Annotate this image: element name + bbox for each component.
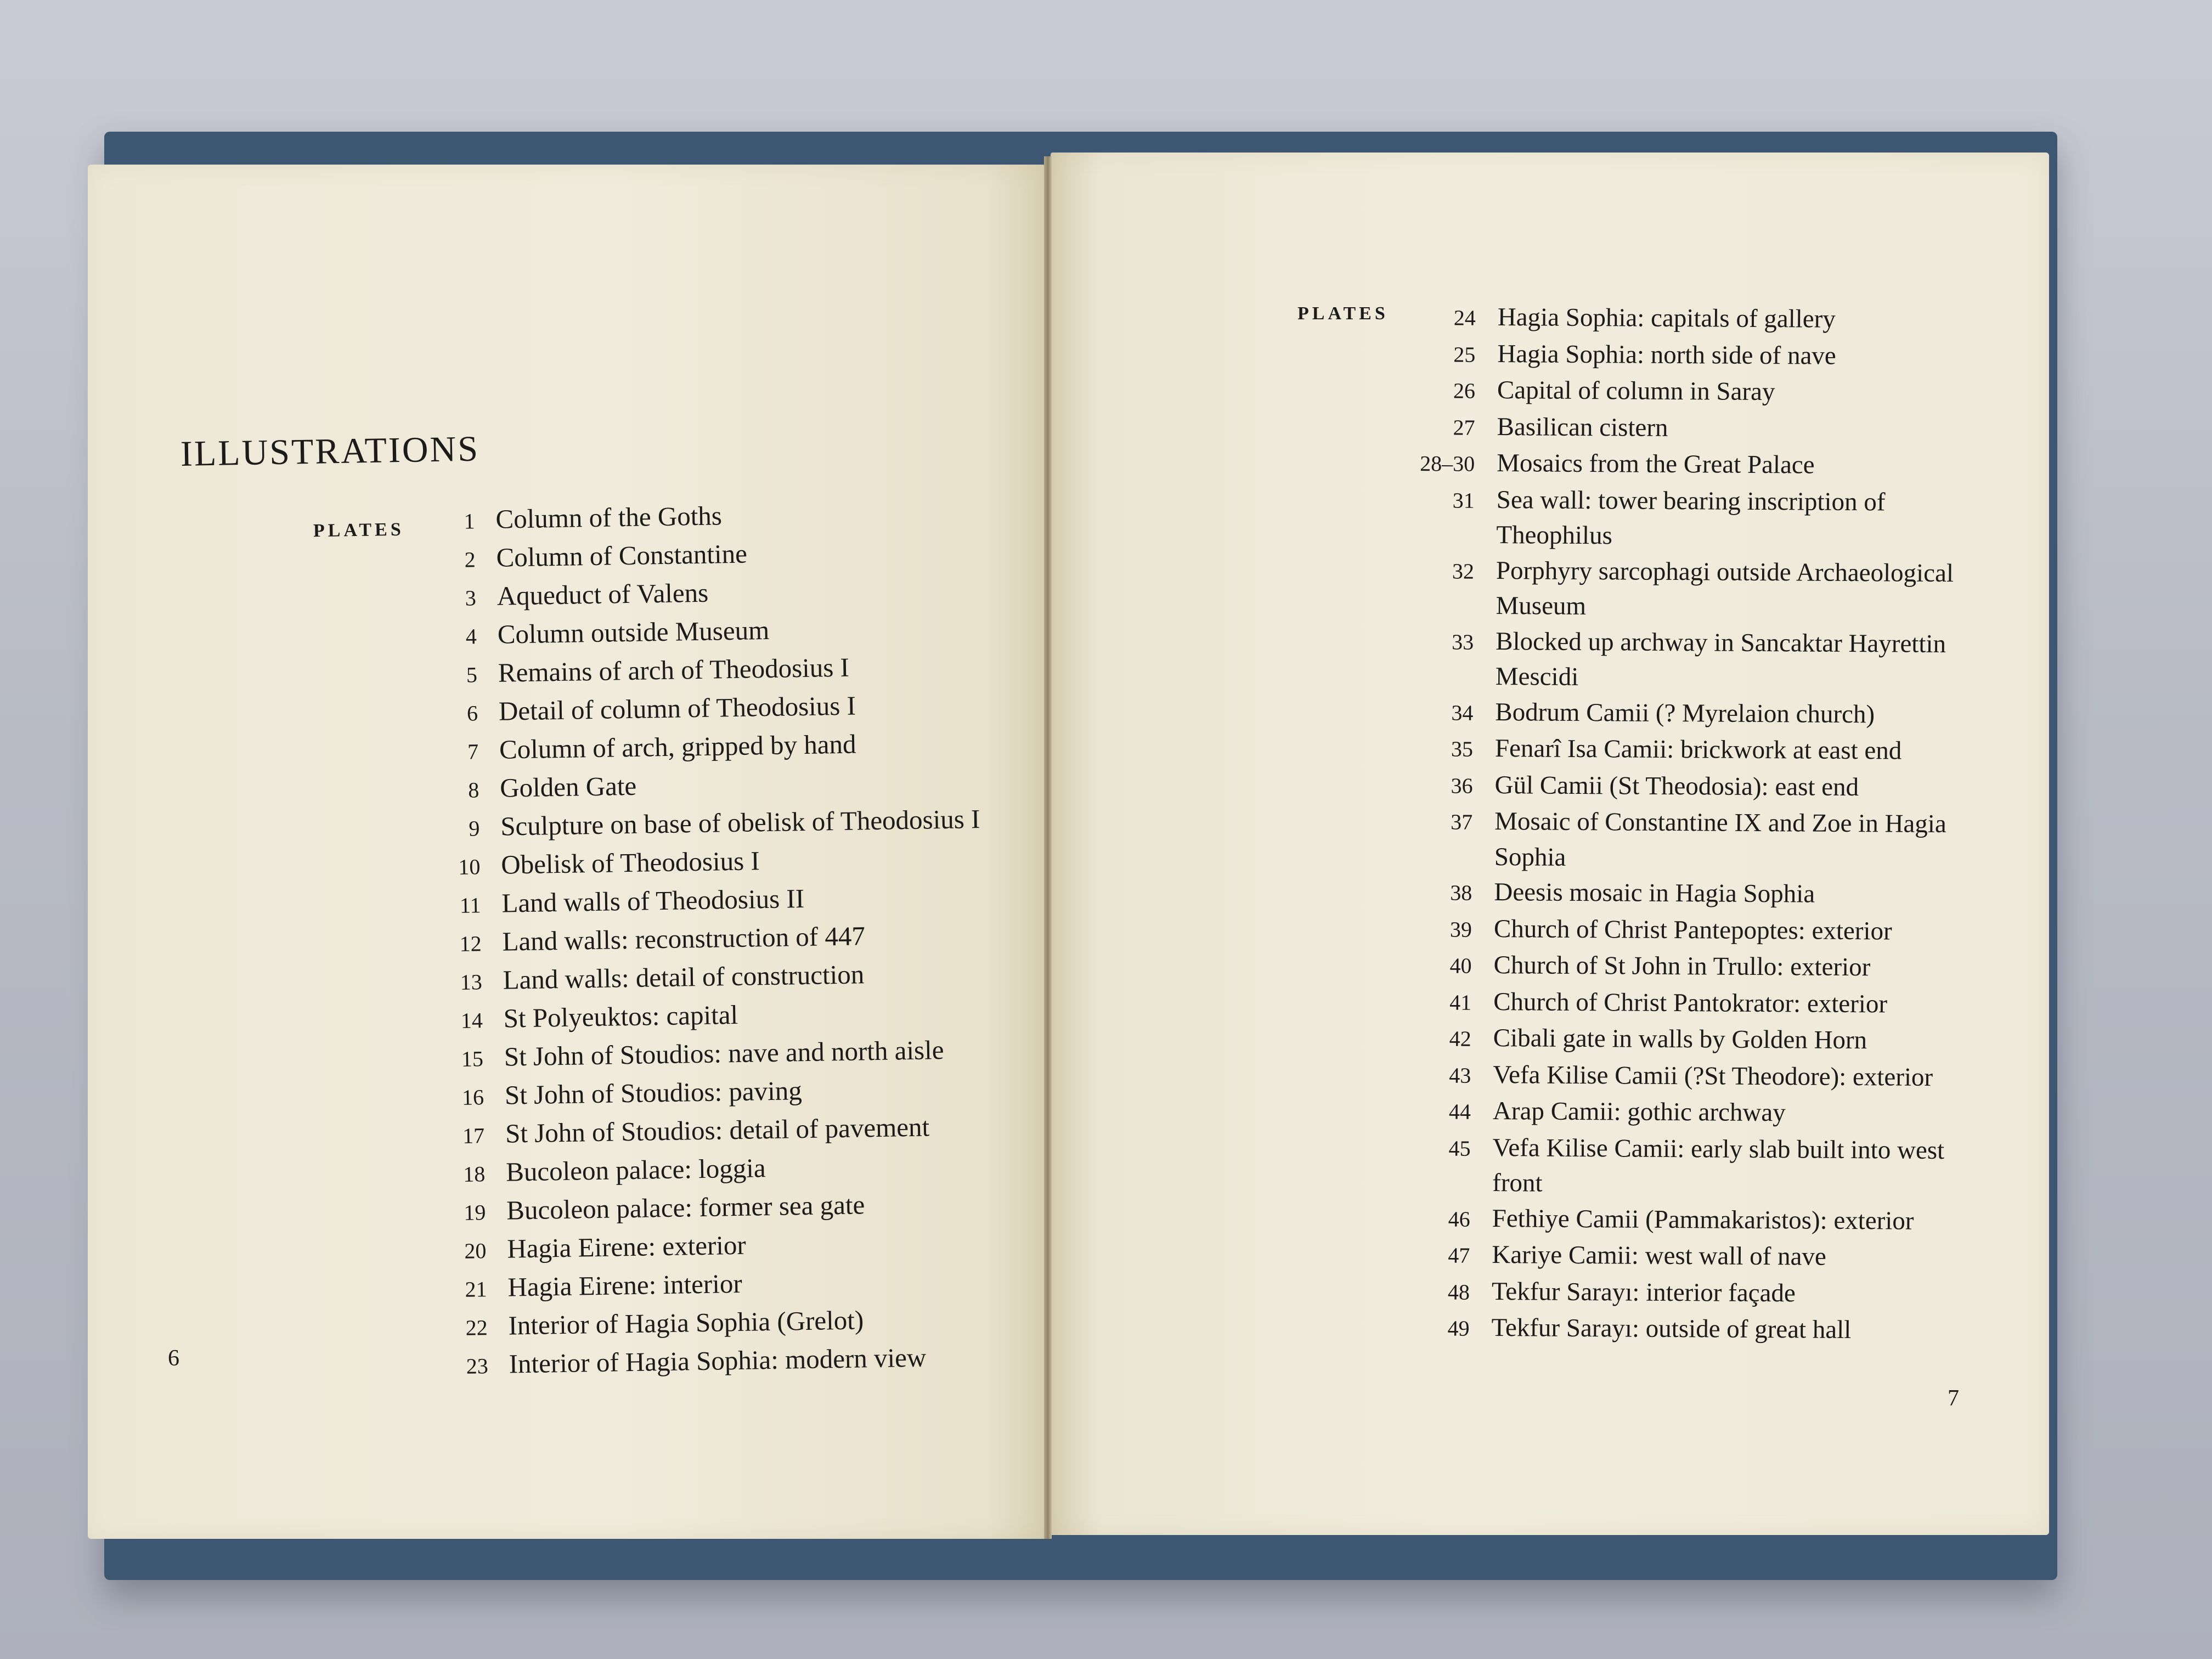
plate-number: 16 [461, 1085, 484, 1110]
plate-title: Basilican cistern [1497, 412, 1668, 442]
list-item [1399, 1200, 1970, 1240]
plate-number: 25 [1453, 342, 1476, 367]
plate-title: Detail of column of Theodosius I [498, 690, 856, 726]
plate-title: Tekfur Sarayı: outside of great hall [1491, 1313, 1852, 1345]
plate-number: 19 [464, 1200, 486, 1225]
plate-title: Column of arch, gripped by hand [499, 729, 856, 765]
list-item [1400, 1020, 1971, 1060]
plate-number: 39 [1449, 917, 1472, 942]
plate-number: 9 [469, 816, 480, 841]
plate-title: Hagia Sophia: capitals of gallery [1497, 303, 1836, 334]
plate-number: 33 [1452, 629, 1474, 654]
list-item [1400, 1056, 1970, 1096]
plate-number: 46 [1448, 1206, 1470, 1232]
plates-list-right [1398, 299, 1975, 1350]
list-item [1401, 910, 1971, 950]
list-item [1402, 623, 1973, 697]
plate-number: 1 [464, 509, 475, 534]
list-item [1399, 1129, 1970, 1203]
plate-number: 26 [1453, 378, 1476, 403]
plate-title: Golden Gate [499, 770, 637, 803]
plate-title: Remains of arch of Theodosius I [498, 652, 850, 688]
plate-number: 6 [466, 701, 478, 726]
list-item [1402, 693, 1972, 733]
list-item [1400, 947, 1971, 987]
plate-number: 49 [1447, 1316, 1470, 1341]
plate-number: 44 [1448, 1099, 1471, 1124]
plate-title: Sea wall: tower bearing inscription of Theophilus [1496, 485, 1886, 550]
plate-number: 13 [460, 969, 483, 995]
plate-number: 8 [467, 777, 479, 803]
plate-number: 17 [462, 1123, 485, 1148]
plate-number: 40 [1449, 953, 1472, 978]
plate-number: 14 [460, 1008, 483, 1033]
plate-title: Arap Camii: gothic archway [1492, 1097, 1786, 1127]
plate-number: 23 [466, 1353, 489, 1379]
plate-number: 3 [465, 585, 477, 611]
plate-number: 45 [1448, 1136, 1471, 1161]
list-item [1404, 299, 1975, 339]
plate-number: 2 [464, 547, 476, 572]
list-item [1400, 983, 1971, 1023]
list-item [1403, 481, 1974, 555]
plate-number: 36 [1451, 773, 1473, 798]
plate-title: Deesis mosaic in Hagia Sophia [1494, 878, 1815, 909]
plates-label-left: PLATES [313, 519, 405, 541]
plate-title: Column outside Museum [497, 614, 770, 650]
plate-title: Sculpture on base of obelisk of Theodosius I [500, 803, 980, 842]
plate-number: 12 [459, 931, 482, 956]
plate-title: Vefa Kilise Camii: early slab built into west front [1492, 1133, 1945, 1198]
list-item [1404, 335, 1974, 375]
page-number-right: 7 [1948, 1386, 1959, 1411]
page-number-left: 6 [168, 1346, 179, 1371]
plate-title: Fenarî Isa Camii: brickwork at east end [1494, 734, 1902, 765]
plate-title: Obelisk of Theodosius I [500, 845, 760, 880]
plates-label-right: PLATES [1297, 303, 1389, 324]
list-item [1398, 1273, 1969, 1313]
plate-title: Bodrum Camii (? Myrelaion church) [1495, 697, 1875, 729]
plate-title: Hagia Sophia: north side of nave [1497, 339, 1836, 370]
plate-number: 11 [459, 893, 481, 918]
plate-title: Gül Camii (St Theodosia): east end [1494, 770, 1859, 802]
plate-title: St John of Stoudios: nave and north aisle [504, 1035, 944, 1072]
plate-title: Mosaic of Constantine IX and Zoe in Hagia Sophia [1494, 807, 1946, 872]
plate-title: Mosaics from the Great Palace [1497, 449, 1815, 479]
plate-title: Hagia Eirene: exterior [506, 1229, 747, 1264]
list-item [1403, 408, 1974, 448]
plate-number: 48 [1447, 1279, 1470, 1305]
list-item [1398, 1310, 1968, 1350]
plate-number: 43 [1449, 1063, 1471, 1088]
plate-number: 42 [1449, 1026, 1471, 1051]
plate-number: 27 [1453, 415, 1475, 440]
plate-title: Column of the Goths [495, 500, 723, 534]
list-item [1401, 766, 1972, 806]
list-item [1402, 730, 1972, 770]
list-item [1404, 372, 1974, 412]
plate-number: 22 [465, 1315, 488, 1340]
plate-title: Aqueduct of Valens [496, 577, 709, 611]
plate-number: 10 [458, 854, 481, 879]
list-item [1403, 445, 1974, 485]
list-item [1401, 874, 1971, 914]
plate-number: 28–30 [1420, 451, 1475, 476]
plate-title: Fethiye Camii (Pammakaristos): exterior [1492, 1204, 1914, 1235]
plate-title: Tekfur Sarayı: interior façade [1491, 1277, 1796, 1307]
plate-number: 24 [1453, 305, 1476, 330]
plate-title: St John of Stoudios: paving [504, 1075, 803, 1110]
plate-number: 41 [1449, 990, 1472, 1015]
plate-title: Blocked up archway in Sancaktar Hayrettin Mescidi [1495, 627, 1946, 691]
list-item [1400, 1093, 1970, 1133]
plate-number: 18 [462, 1161, 486, 1187]
list-item [1398, 1237, 1969, 1277]
list-item [1401, 803, 1972, 877]
plate-title: Capital of column in Saray [1497, 376, 1775, 407]
plate-number: 20 [464, 1238, 487, 1263]
plate-title: Church of Christ Pantepoptes: exterior [1493, 914, 1892, 945]
plate-title: Kariye Camii: west wall of nave [1492, 1240, 1827, 1271]
plate-number: 31 [1452, 488, 1475, 513]
plate-title: Hagia Eirene: interior [507, 1268, 743, 1302]
book-gutter [1044, 156, 1052, 1539]
plate-title: St Polyeuktos: capital [503, 999, 738, 1034]
plate-title: Land walls: reconstruction of 447 [502, 921, 866, 957]
plate-title: Land walls: detail of construction [503, 959, 865, 995]
plates-list-left [417, 493, 989, 1385]
plate-title: St John of Stoudios: detail of pavement [505, 1111, 930, 1149]
plate-title: Church of St John in Trullo: exterior [1493, 951, 1871, 982]
plate-title: Land walls of Theodosius II [501, 883, 805, 918]
plate-title: Column of Constantine [496, 538, 748, 573]
plate-number: 47 [1448, 1243, 1470, 1268]
plate-title: Cibali gate in walls by Golden Horn [1493, 1024, 1867, 1055]
plate-number: 7 [467, 739, 479, 764]
page-title: ILLUSTRATIONS [180, 428, 480, 474]
plate-number: 5 [466, 662, 478, 687]
plate-title: Porphyry sarcophagi outside Archaeological Museum [1496, 556, 1954, 621]
plate-number: 21 [465, 1277, 487, 1302]
plate-number: 35 [1451, 736, 1474, 761]
plate-title: Bucoleon palace: loggia [505, 1153, 766, 1187]
plate-title: Church of Christ Pantokrator: exterior [1493, 987, 1888, 1018]
plate-title: Bucoleon palace: former sea gate [506, 1189, 865, 1226]
plate-title: Interior of Hagia Sophia (Grelot) [508, 1305, 864, 1341]
plate-number: 32 [1452, 558, 1475, 584]
plate-number: 38 [1450, 880, 1472, 905]
plate-number: 4 [465, 624, 477, 649]
plate-number: 37 [1451, 809, 1473, 834]
plate-title: Interior of Hagia Sophia: modern view [509, 1342, 927, 1379]
plate-number: 15 [461, 1046, 484, 1071]
plate-number: 34 [1451, 700, 1474, 725]
list-item [1402, 552, 1973, 626]
plate-title: Vefa Kilise Camii (?St Theodore): exterior [1493, 1060, 1933, 1092]
